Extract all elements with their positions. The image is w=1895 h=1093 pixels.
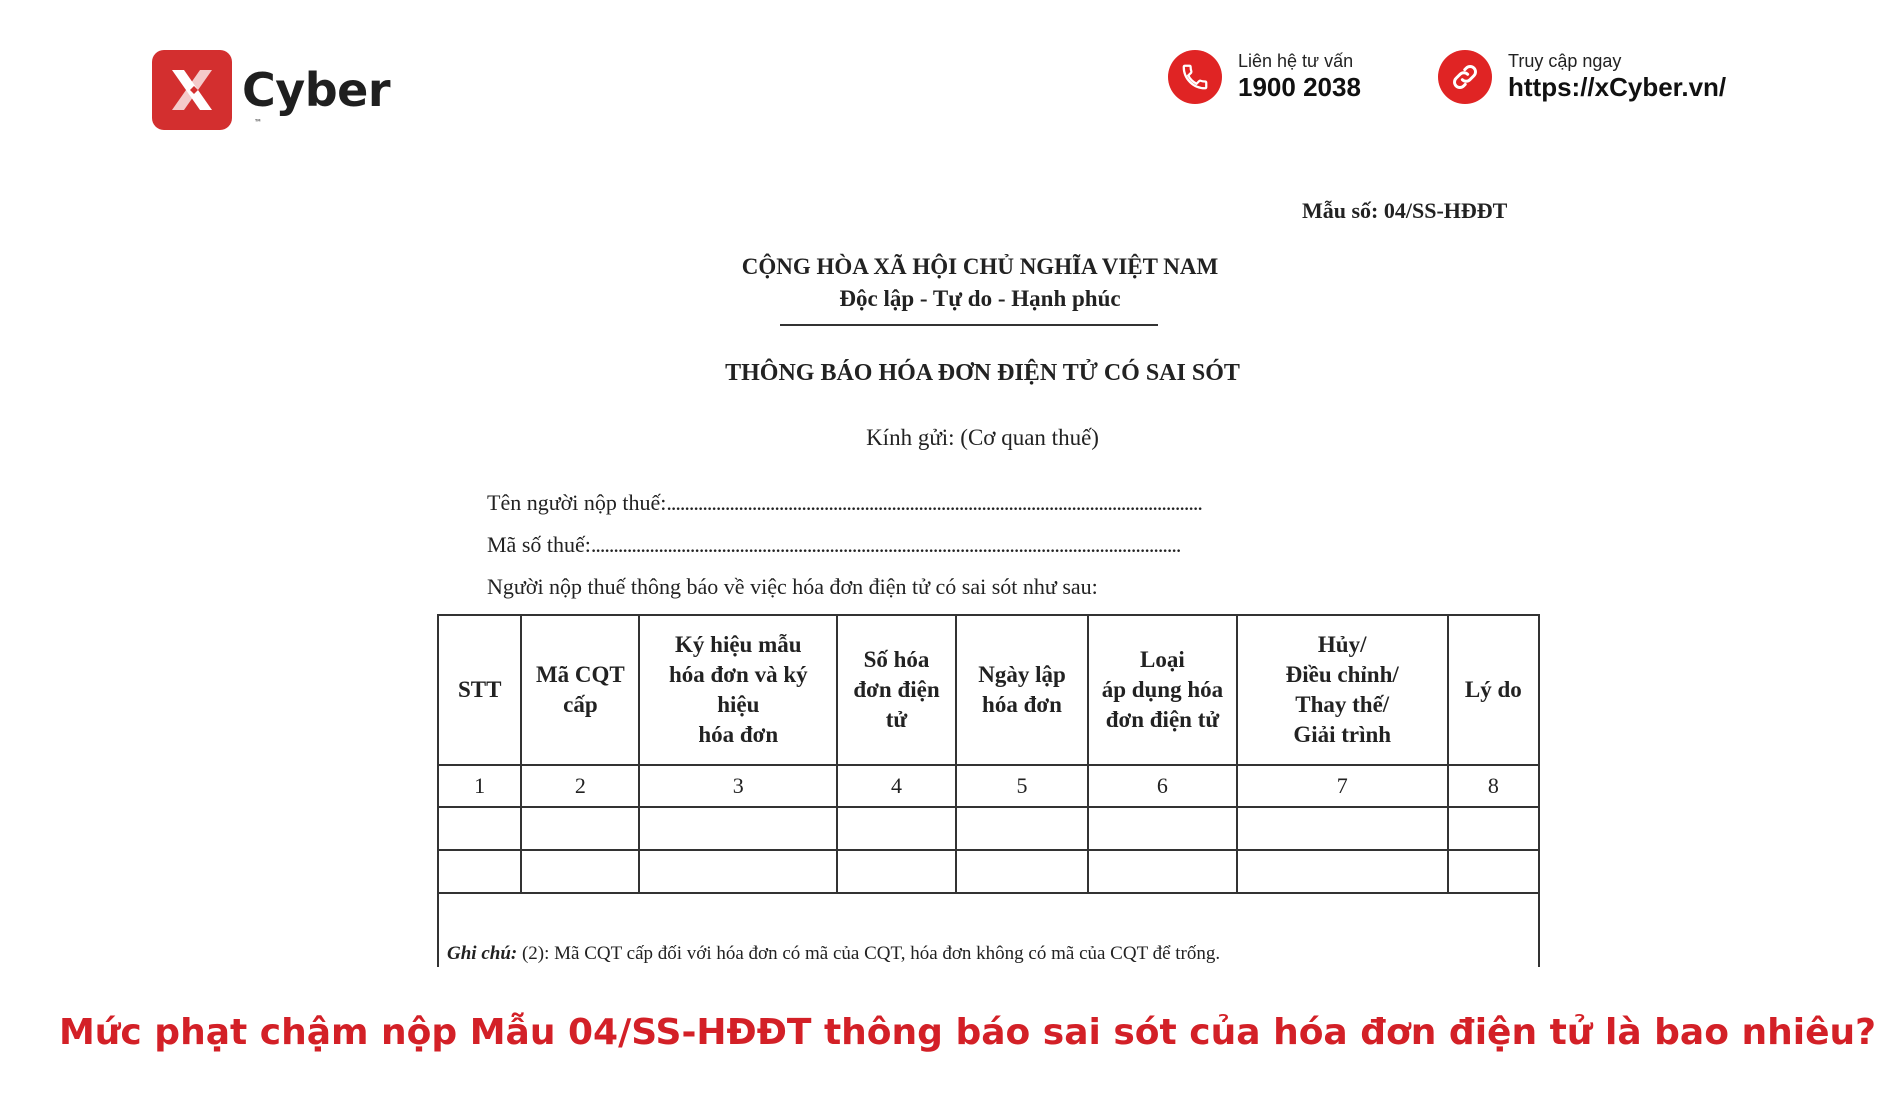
national-motto: Độc lập - Tự do - Hạnh phúc <box>839 286 1121 311</box>
table-row <box>438 850 1539 893</box>
column-number: 7 <box>1237 765 1448 807</box>
table-cell <box>438 850 521 893</box>
table-cell <box>438 807 521 850</box>
table-cell <box>956 850 1088 893</box>
header-invoice-number: Số hóa đơn điện tử <box>837 615 956 765</box>
header-invoice-date: Ngày lập hóa đơn <box>956 615 1088 765</box>
table-cell <box>639 807 837 850</box>
logo-wordmark: Cyber ™ <box>242 63 391 127</box>
hotline-contact[interactable] <box>1168 50 1361 104</box>
tax-code-blank: ................................................................................................................................... <box>590 532 1181 557</box>
notice-intro: Người nộp thuế thông báo về việc hóa đơn điện tử có sai sót như sau: <box>487 574 1098 599</box>
header-invoice-type: Loại áp dụng hóa đơn điện tử <box>1088 615 1237 765</box>
column-number: 4 <box>837 765 956 807</box>
hotline-label: Liên hệ tư vấn <box>1238 50 1354 71</box>
website-label: Truy cập ngay <box>1508 50 1622 71</box>
column-number: 8 <box>1448 765 1539 807</box>
x-logo-icon <box>152 50 232 130</box>
note-text: (2): Mã CQT cấp đối với hóa đơn có mã của CQT, hóa đơn không có mã của CQT để trống. <box>517 943 1221 964</box>
table-cell <box>837 807 956 850</box>
table-row <box>438 807 1539 850</box>
column-number: 2 <box>521 765 639 807</box>
header-tax-authority-code: Mã CQT cấp <box>521 615 639 765</box>
phone-icon <box>1168 50 1222 104</box>
link-icon <box>1438 50 1492 104</box>
table-note-row <box>438 893 1539 967</box>
form-number: Mẫu số: 04/SS-HĐĐT <box>1302 198 1508 223</box>
table-number-row <box>438 765 1539 807</box>
table-cell <box>837 850 956 893</box>
document-title: THÔNG BÁO HÓA ĐƠN ĐIỆN TỬ CÓ SAI SÓT <box>725 360 1240 386</box>
website-url[interactable]: https://xCyber.vn/ <box>1508 72 1727 103</box>
table-cell <box>521 807 639 850</box>
table-cell <box>1448 807 1539 850</box>
cyber-logo[interactable] <box>152 50 390 130</box>
article-headline: Mức phạt chậm nộp Mẫu 04/SS-HĐĐT thông báo sai sót của hóa đơn điện tử là bao nhiêu? <box>58 1012 1877 1053</box>
tax-code-label: Mã số thuế: <box>487 532 591 557</box>
national-title: CỘNG HÒA XÃ HỘI CHỦ NGHĨA VIỆT NAM <box>741 254 1219 279</box>
table-header-row <box>438 615 1539 765</box>
table-cell <box>956 807 1088 850</box>
column-number: 6 <box>1088 765 1237 807</box>
column-number: 1 <box>438 765 521 807</box>
table-cell <box>1237 850 1448 893</box>
table-cell <box>1088 807 1237 850</box>
header-action-type: Hủy/ Điều chỉnh/ Thay thế/ Giải trình <box>1237 615 1448 765</box>
header-stt: STT <box>438 615 521 765</box>
table-cell <box>1448 850 1539 893</box>
table-cell <box>639 850 837 893</box>
website-contact[interactable] <box>1438 50 1726 104</box>
header-invoice-template-symbol: Ký hiệu mẫu hóa đơn và ký hiệu hóa đơn <box>639 615 837 765</box>
table-cell <box>521 850 639 893</box>
motto-underline <box>780 324 1158 326</box>
table-note <box>438 893 1539 967</box>
trademark-mark: ™ <box>254 118 262 127</box>
column-number: 5 <box>956 765 1088 807</box>
hotline-number[interactable]: 1900 2038 <box>1238 72 1361 103</box>
taxpayer-name-blank: ....................................................................................................................... <box>666 490 1202 515</box>
note-label: Ghi chú: <box>447 943 518 964</box>
taxpayer-name-label: Tên người nộp thuế: <box>487 490 667 515</box>
column-number: 3 <box>639 765 837 807</box>
tax-code-field <box>487 532 1180 558</box>
table-cell <box>1237 807 1448 850</box>
header-reason: Lý do <box>1448 615 1539 765</box>
error-invoice-table <box>437 614 1540 967</box>
taxpayer-name-field <box>487 490 1202 516</box>
recipient-line: Kính gửi: (Cơ quan thuế) <box>866 425 1099 450</box>
table-cell <box>1088 850 1237 893</box>
